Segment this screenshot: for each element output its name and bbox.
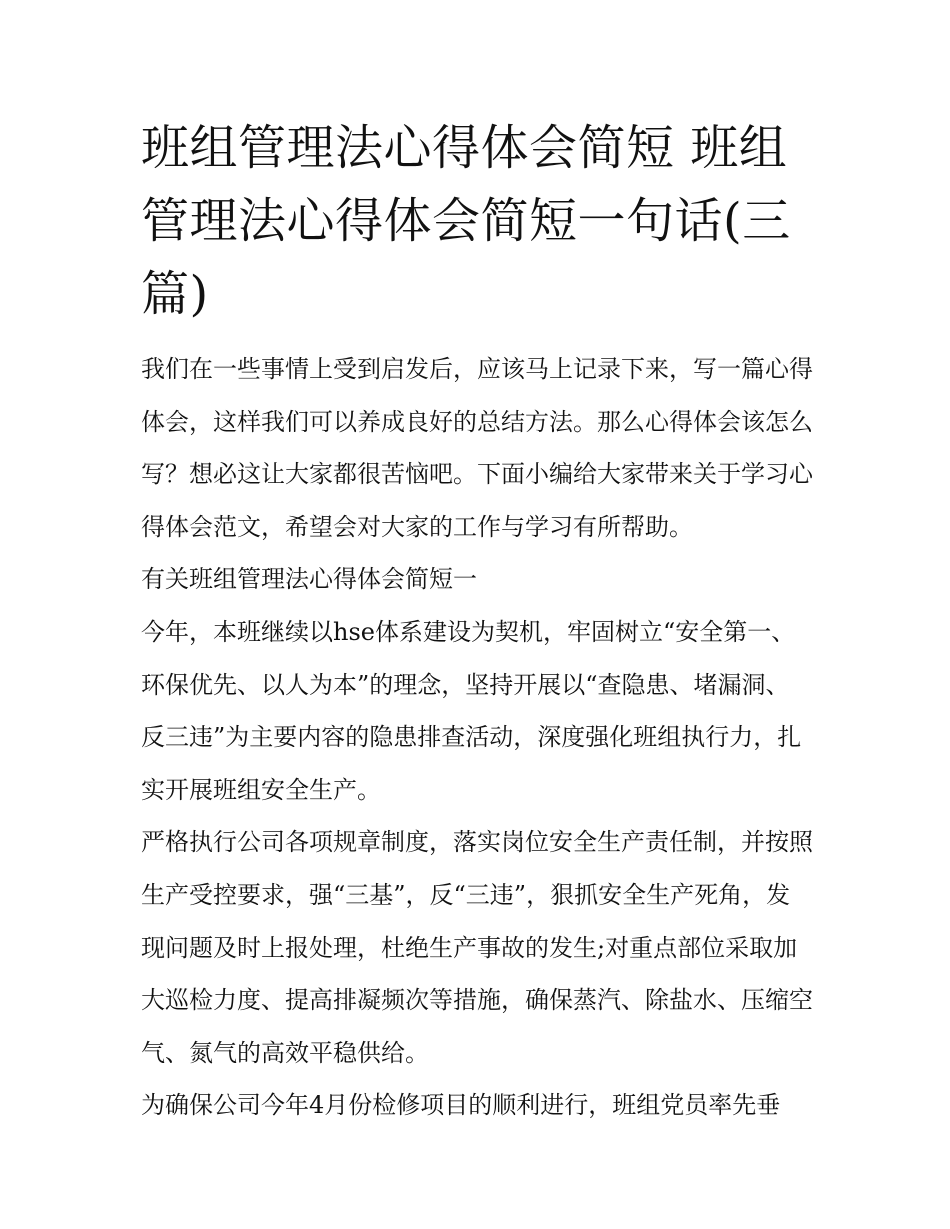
body-paragraph: 严格执行公司各项规章制度，落实岗位安全生产责任制，并按照生产受控要求，强“三基”，反“三违”，狠抓安全生产死角，发现问题及时上报处理，杜绝生产事故的发生;对重点部位采取加大巡检力度、提高排凝频次等措施，确保蒸汽、除盐水、压缩空气、氮气的高效平稳供给。 bbox=[141, 828, 813, 1067]
body-paragraph: 为确保公司今年4月份检修项目的顺利进行，班组党员率先垂 bbox=[141, 1091, 781, 1120]
section-heading: 有关班组管理法心得体会简短一 bbox=[141, 565, 477, 594]
intro-paragraph: 我们在一些事情上受到启发后，应该马上记录下来，写一篇心得体会，这样我们可以养成良好的总结方法。那么心得体会该怎么写？想必这让大家都很苦恼吧。下面小编给大家带来关于学习心得体会范文，希望会对大家的工作与学习有所帮助。 bbox=[141, 355, 813, 541]
document-title: 班组管理法心得体会简短 班组管理法心得体会简短一句话(三篇) bbox=[141, 120, 791, 322]
document-body bbox=[141, 112, 813, 1132]
body-paragraph: 今年，本班继续以hse体系建设为契机，牢固树立“安全第一、环保优先、以人为本”的理念，坚持开展以“查隐患、堵漏洞、反三违”为主要内容的隐患排查活动，深度强化班组执行力，扎实开展班组安全生产。 bbox=[141, 617, 802, 804]
